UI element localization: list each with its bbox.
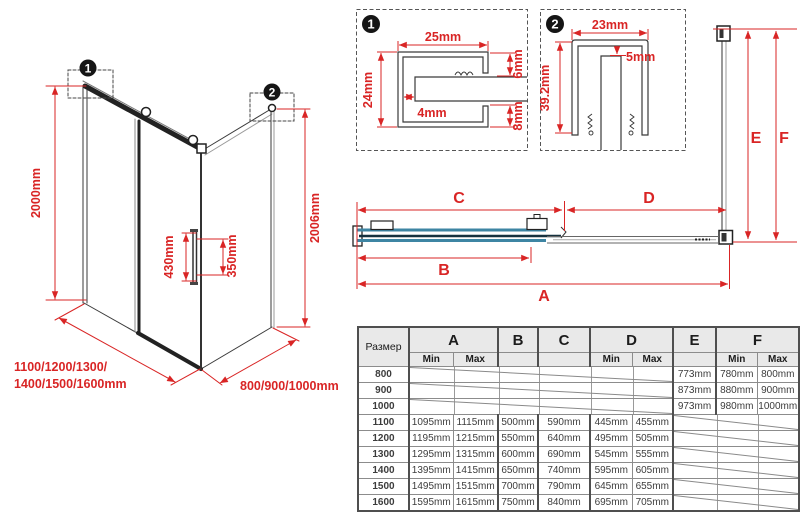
table-cell: 640mm xyxy=(538,431,590,447)
crossed-cell xyxy=(673,495,799,512)
door-handle xyxy=(190,229,198,285)
table-row xyxy=(358,367,799,383)
table-row xyxy=(358,383,799,399)
diagonal-strike xyxy=(674,415,798,430)
diagonal-strike xyxy=(410,399,672,414)
label-f: F xyxy=(779,130,789,147)
table-col-b: B xyxy=(498,327,538,353)
size-table xyxy=(357,326,800,512)
panel-top-fitting xyxy=(269,105,276,112)
detail2-23mm: 23mm xyxy=(591,18,629,32)
table-cell: 655mm xyxy=(632,479,673,495)
sliding-door-plan xyxy=(353,215,566,247)
table-cell: 495mm xyxy=(590,431,632,447)
clip-detail xyxy=(629,131,633,135)
dim-height-left xyxy=(29,86,86,300)
table-col-e: E xyxy=(673,327,716,353)
table-subcol-d-min: Min xyxy=(590,353,632,367)
crossed-cell xyxy=(673,431,799,447)
fixed-panel-plan xyxy=(547,237,719,244)
table-cell: 790mm xyxy=(538,479,590,495)
detail-2-number: 2 xyxy=(551,16,559,32)
clip-detail xyxy=(588,114,592,129)
table-cell: 1415mm xyxy=(453,463,498,479)
crossed-cell xyxy=(409,367,673,383)
detail2-5mm: 5mm xyxy=(626,50,656,64)
table-subcol-b-empty xyxy=(498,353,538,367)
dim-handle-inner xyxy=(197,234,239,277)
table-subcol-f-max: Max xyxy=(757,353,799,367)
table-col-f: F xyxy=(716,327,799,353)
table-cell: 600mm xyxy=(498,447,538,463)
dim-d xyxy=(567,190,726,210)
table-cell: 650mm xyxy=(498,463,538,479)
callout-1 xyxy=(68,60,113,99)
width-label-line2: 1400/1500/1600mm xyxy=(14,377,127,391)
diagonal-strike xyxy=(674,447,798,462)
table-cell: 1215mm xyxy=(453,431,498,447)
diagonal-strike xyxy=(410,367,672,382)
table-cell: 1500 xyxy=(358,479,409,495)
table-cell: 645mm xyxy=(590,479,632,495)
table-cell: 550mm xyxy=(498,431,538,447)
roller-block xyxy=(371,221,393,230)
table-subcol-f-min: Min xyxy=(716,353,757,367)
roller-block xyxy=(527,219,547,230)
dim-handle-outer xyxy=(162,233,196,281)
detail1-6mm: 6mm xyxy=(511,49,525,79)
table-cell: 555mm xyxy=(632,447,673,463)
table-cell: 1095mm xyxy=(409,415,453,431)
crossed-cell xyxy=(673,479,799,495)
table-cell: 800 xyxy=(358,367,409,383)
table-cell: 695mm xyxy=(590,495,632,512)
table-cell: 1400 xyxy=(358,463,409,479)
table-cell: 1315mm xyxy=(453,447,498,463)
table-cell: 455mm xyxy=(632,415,673,431)
width-label-line1: 1100/1200/1300/ xyxy=(14,360,108,374)
depth-label: 800/900/1000mm xyxy=(240,379,339,393)
table-row xyxy=(358,463,799,479)
table-cell: 900 xyxy=(358,383,409,399)
table-cell: 1100 xyxy=(358,415,409,431)
height-left-label: 2000mm xyxy=(29,167,43,219)
callout-2-number: 2 xyxy=(268,85,276,100)
table-row xyxy=(358,415,799,431)
table-cell: 700mm xyxy=(498,479,538,495)
table-cell: 705mm xyxy=(632,495,673,512)
table-subcol-c-empty xyxy=(538,353,590,367)
crossed-cell xyxy=(409,383,673,399)
dim-f xyxy=(776,31,789,240)
callout-2 xyxy=(250,84,294,122)
table-cell: 1200 xyxy=(358,431,409,447)
diagonal-strike xyxy=(674,479,798,494)
table-cell: 973mm xyxy=(673,399,716,415)
table-col-a: A xyxy=(409,327,498,353)
diagonal-strike xyxy=(674,463,798,478)
gasket-detail xyxy=(455,72,473,75)
table-cell: 1300 xyxy=(358,447,409,463)
table-cell: 900mm xyxy=(757,383,799,399)
label-b: B xyxy=(438,262,450,279)
detail1-25mm: 25mm xyxy=(424,30,462,44)
roller-icon xyxy=(142,108,151,117)
label-d: D xyxy=(643,190,655,207)
height-right-label: 2006mm xyxy=(308,192,322,244)
table-cell: 590mm xyxy=(538,415,590,431)
table-cell: 1600 xyxy=(358,495,409,512)
table-cell: 445mm xyxy=(590,415,632,431)
crossed-cell xyxy=(409,399,673,415)
clip-detail xyxy=(589,131,593,135)
table-cell: 800mm xyxy=(757,367,799,383)
table-cell: 690mm xyxy=(538,447,590,463)
dim-depth xyxy=(202,328,339,393)
table-col-d: D xyxy=(590,327,673,353)
table-cell: 605mm xyxy=(632,463,673,479)
table-cell: 1195mm xyxy=(409,431,453,447)
table-row xyxy=(358,495,799,512)
dim-a xyxy=(358,284,728,305)
table-cell: 1000mm xyxy=(757,399,799,415)
table-cell: 1395mm xyxy=(409,463,453,479)
table-cell: 740mm xyxy=(538,463,590,479)
table-cell: 1595mm xyxy=(409,495,453,512)
top-rail xyxy=(85,86,201,149)
label-a: A xyxy=(538,288,550,305)
table-cell: 750mm xyxy=(498,495,538,512)
table-cell: 873mm xyxy=(673,383,716,399)
table-row xyxy=(358,431,799,447)
diagonal-strike xyxy=(410,383,672,398)
crossed-cell xyxy=(673,447,799,463)
detail-1 xyxy=(357,10,528,151)
table-cell: 545mm xyxy=(590,447,632,463)
table-cell: 980mm xyxy=(716,399,757,415)
table-subcol-a-max: Max xyxy=(453,353,498,367)
roller-icon xyxy=(189,136,198,145)
label-e: E xyxy=(750,130,762,147)
diagonal-strike xyxy=(674,431,798,446)
detail-2 xyxy=(538,10,686,151)
glass-panel-section xyxy=(601,56,621,150)
detail-2-dims xyxy=(538,18,655,133)
table-cell: 1615mm xyxy=(453,495,498,512)
dim-width xyxy=(14,304,200,391)
table-cell: 1495mm xyxy=(409,479,453,495)
dim-height-right xyxy=(277,109,322,327)
dim-c xyxy=(358,190,562,210)
detail2-39mm: 39.2mm xyxy=(538,64,552,112)
label-c: C xyxy=(453,190,465,207)
detail1-24mm: 24mm xyxy=(361,71,375,109)
table-cell: 505mm xyxy=(632,431,673,447)
table-cell: 500mm xyxy=(498,415,538,431)
dim-b xyxy=(358,258,529,279)
size-table-body xyxy=(358,367,799,512)
table-col-c: C xyxy=(538,327,590,353)
table-cell: 780mm xyxy=(716,367,757,383)
table-cell: 880mm xyxy=(716,383,757,399)
iso-view xyxy=(14,60,339,394)
table-cell: 1295mm xyxy=(409,447,453,463)
table-subcol-d-max: Max xyxy=(632,353,673,367)
corner-fitting xyxy=(197,144,206,153)
detail-1-number: 1 xyxy=(367,16,375,32)
table-cell: 595mm xyxy=(590,463,632,479)
glass-panel-section xyxy=(415,77,527,101)
handle-inner-label: 350mm xyxy=(225,234,239,278)
table-cell: 840mm xyxy=(538,495,590,512)
detail1-4mm: 4mm xyxy=(417,106,447,120)
side-panel-plan xyxy=(717,26,733,244)
table-subcol-e-empty xyxy=(673,353,716,367)
iso-structure xyxy=(83,87,274,369)
detail1-8mm: 8mm xyxy=(511,101,525,131)
table-row xyxy=(358,447,799,463)
table-size-header: Размер xyxy=(358,327,409,367)
table-row xyxy=(358,479,799,495)
table-cell: 773mm xyxy=(673,367,716,383)
clip-detail xyxy=(630,114,634,129)
diagonal-strike xyxy=(674,495,798,510)
table-cell: 1115mm xyxy=(453,415,498,431)
table-cell: 1515mm xyxy=(453,479,498,495)
crossed-cell xyxy=(673,463,799,479)
dim-e xyxy=(748,31,762,239)
callout-1-number: 1 xyxy=(84,61,92,76)
crossed-cell xyxy=(673,415,799,431)
table-cell: 1000 xyxy=(358,399,409,415)
door-bottom-rail xyxy=(138,333,201,369)
handle-outer-label: 430mm xyxy=(162,235,176,279)
table-row xyxy=(358,399,799,415)
table-subcol-a-min: Min xyxy=(409,353,453,367)
